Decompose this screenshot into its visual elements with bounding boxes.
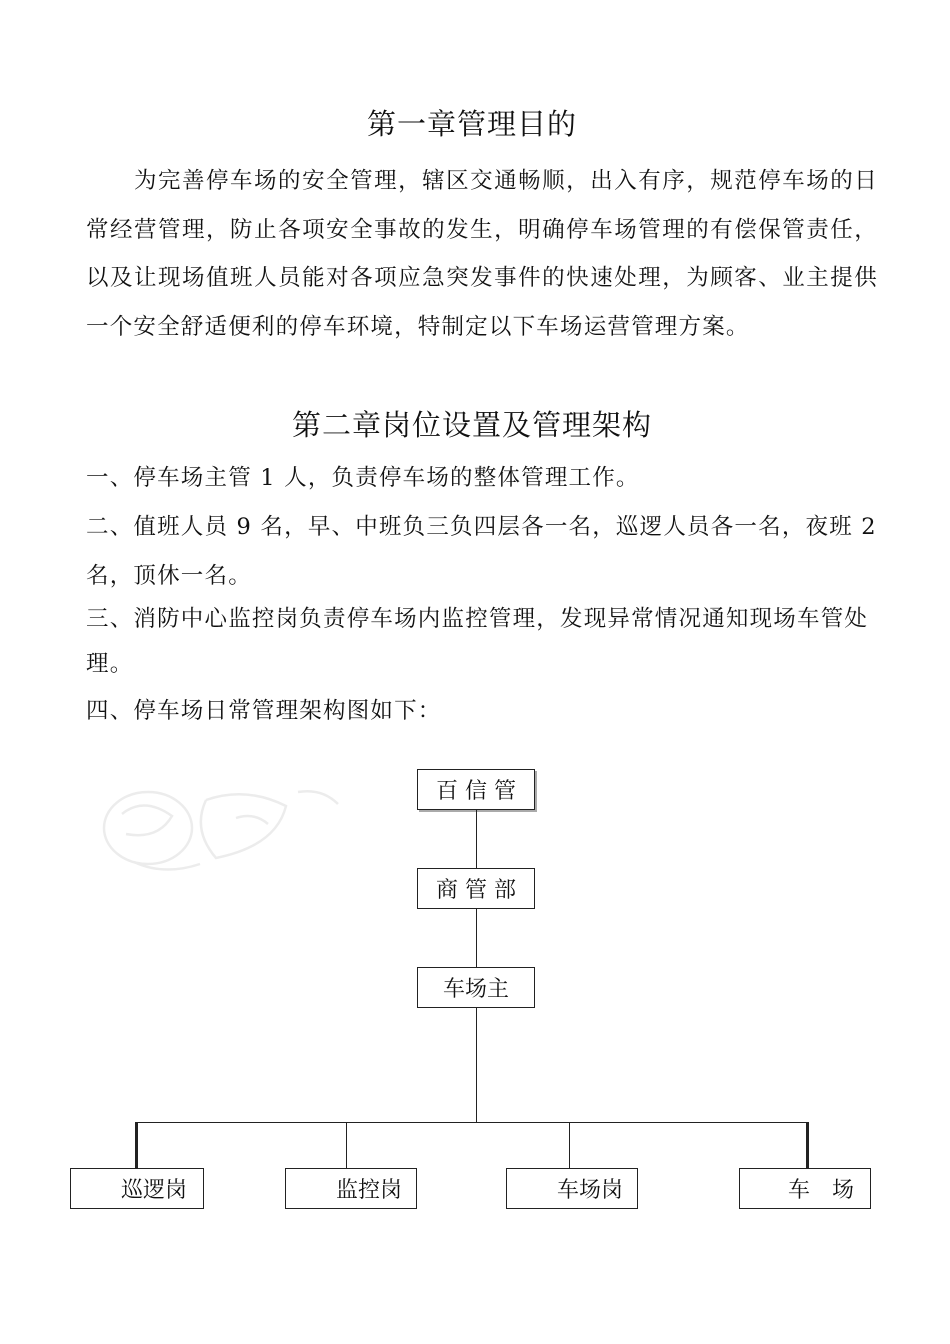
org-node-level-3: 车场主 [417,967,535,1008]
org-post-patrol: 巡逻岗 [70,1168,204,1209]
list-item-3-line-2: 理。 [86,651,134,677]
org-connector [806,1122,809,1168]
chapter-2-title: 第二章岗位设置及管理架构 [291,408,652,442]
org-connector [569,1122,570,1168]
org-branch-line [135,1122,808,1123]
org-connector [135,1122,138,1168]
org-connector [476,909,477,967]
org-connector [476,1008,477,1122]
list-item-3-line-1: 三、消防中心监控岗负责停车场内监控管理，发现异常情况通知现场车管处 [86,606,869,632]
org-post-parking-2: 车 场 [739,1168,871,1209]
chapter-1-title: 第一章管理目的 [366,107,577,141]
stamp-watermark [86,770,386,890]
org-post-monitor: 监控岗 [285,1168,417,1209]
list-item-1: 一、停车场主管 1 人，负责停车场的整体管理工作。 [86,465,640,491]
org-connector [346,1122,347,1168]
org-post-parking: 车场岗 [506,1168,638,1209]
list-item-4: 四、停车场日常管理架构图如下： [86,698,442,724]
org-node-level-2: 商 管 部 [417,868,535,909]
org-connector [476,810,477,868]
chapter-1-body: 为完善停车场的安全管理，辖区交通畅顺，出入有序，规范停车场的日常经营管理，防止各项安全事故的发生，明确停车场管理的有偿保管责任，以及让现场值班人员能对各项应急突发事件的快速处理，为顾客、业主提供一个安全舒适便利的停车环境，特制定以下车场运营管理方案。 [86,168,878,340]
list-item-2-line-1: 二、值班人员 9 名，早、中班负三负四层各一名，巡逻人员各一名，夜班 2 [86,514,877,540]
org-node-level-1: 百 信 管 [417,769,535,810]
list-item-2-line-2: 名，顶休一名。 [86,563,252,589]
